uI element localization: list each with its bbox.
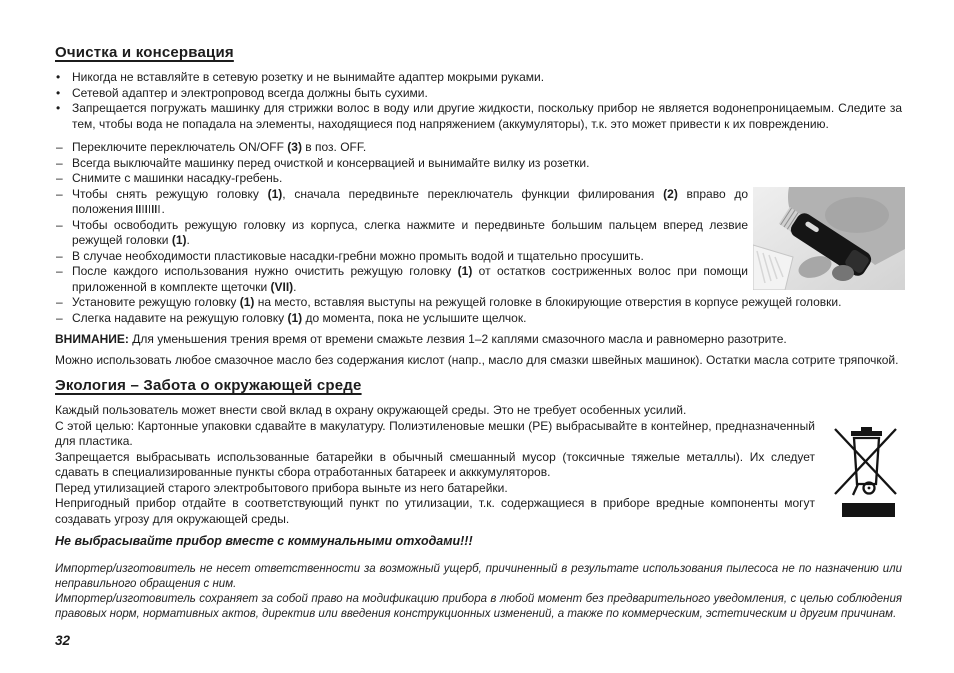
list-item: • Сетевой адаптер и электропровод всегда должны быть сухими. xyxy=(56,85,428,100)
list-item: • Запрещается погружать машинку для стрижки волос в воду или другие жидкости, поскольку прибор не является водонепроницаемым. Следите за тем, чтобы вода не попадала на элементы, находящиеся под напряжением (аккумуляторы), т.к. это может привести к их повреждению. xyxy=(56,101,902,131)
cleaning-section-title: Очистка и консервация xyxy=(55,44,234,61)
paragraph: Каждый пользователь может внести свой вклад в охрану окружающей среды. Это не требует особенных усилий. xyxy=(55,403,687,417)
paragraph: С этой целью: Картонные упаковки сдавайте в макулатуру. Полиэтиленовые мешки (PE) выбрасывайте в контейнер, предназначенный для пластика. xyxy=(55,418,815,448)
page-content xyxy=(55,44,902,622)
attention-text: Для уменьшения трения время от времени смажьте лезвия 1–2 каплями смазочного масла и равномерно разотрите. xyxy=(132,332,787,346)
disposal-warning: Не выбрасывайте прибор вместе с коммунальными отходами!!! xyxy=(55,534,473,548)
list-item: – Слегка надавите на режущую головку (1) до момента, пока не услышите щелчок. xyxy=(56,310,527,325)
list-item: • Никогда не вставляйте в сетевую розетку и не вынимайте адаптер мокрыми руками. xyxy=(56,70,545,84)
list-marker: – xyxy=(56,155,63,170)
list-marker: • xyxy=(56,101,61,115)
paragraph: Запрещается выбрасывать использованные батарейки в обычный смешанный мусор (токсичные тяжелые металлы). Их следует сдавать в специализированные пункты сбора отработанных батареек и акккумуляторов. xyxy=(55,449,815,479)
list-item: – Переключите переключатель ON/OFF (3) в поз. OFF. xyxy=(56,140,367,154)
list-marker: – xyxy=(56,264,63,278)
list-item: – После каждого использования нужно очистить режущую головку (1) от остатков состриженных волос при помощи приложенной в комплекте щеточки (VII). xyxy=(56,264,748,294)
cleaning-bullet-list xyxy=(55,70,902,132)
paragraph: Непригодный прибор отдайте в соответствующий пункт по утилизации, т.к. содержащиеся в приборе вредные компоненты могут создавать угрозу для окружающей среды. xyxy=(55,496,815,526)
list-marker: – xyxy=(56,186,63,201)
cleaning-steps-list-full xyxy=(55,295,902,326)
list-item: – Снимите с машинки насадку-гребень. xyxy=(56,171,283,185)
clipper-photo xyxy=(753,187,905,290)
list-marker: – xyxy=(56,171,63,185)
list-item: – Чтобы снять режущую головку (1), сначала передвиньте переключатель функции филирования (2) вправо до положения . xyxy=(56,186,749,216)
weee-icon xyxy=(833,425,899,523)
list-marker: – xyxy=(56,295,63,309)
page-number: 32 xyxy=(55,633,71,648)
list-marker: • xyxy=(56,70,61,84)
list-item: – В случае необходимости пластиковые насадки-гребни можно промыть водой и тщательно просушить. xyxy=(56,248,644,263)
attention-label: ВНИМАНИЕ: xyxy=(55,332,129,346)
list-item: – Всегда выключайте машинку перед очисткой и консервацией и вынимайте вилку из розетки. xyxy=(56,155,590,170)
list-marker: – xyxy=(56,310,63,325)
cleaning-steps-list xyxy=(55,140,748,295)
ecology-section-title: Экология – Забота о окружающей среде xyxy=(55,377,362,394)
list-marker: • xyxy=(56,85,61,100)
paragraph: Перед утилизацией старого электробытового прибора выньте из него батарейки. xyxy=(55,480,508,495)
list-item: – Установите режущую головку (1) на место, вставляя выступы на режущей головке в блокирующие отверстия в корпусе режущей головки. xyxy=(56,295,842,309)
weee-black-bar xyxy=(842,503,895,517)
list-marker: – xyxy=(56,140,63,154)
thinning-position-icon xyxy=(136,205,161,213)
list-item: – Чтобы освободить режущую головку из корпуса, слегка нажмите и передвиньте большим пальцем вперед лезвие режущей головки (1). xyxy=(56,217,748,247)
paragraph: Импортер/изготовитель сохраняет за собой право на модификацию прибора в любой момент без предварительного уведомления, с целью соблюдения правовых норм, нормативных актов, директив или введения конструкционных изменений, а также по коммерческим, эстетическим и другим причинам. xyxy=(55,592,902,621)
list-marker: – xyxy=(56,217,63,232)
list-marker: – xyxy=(56,248,63,263)
oil-note: Можно использовать любое смазочное масло без содержания кислот (напр., масло для смазки швейных машинок). Остатки масла сотрите тряпочкой. xyxy=(55,352,899,367)
importer-disclaimer xyxy=(55,562,902,623)
paragraph: Импортер/изготовитель не несет ответственности за возможный ущерб, причиненный в результате использования пылесоса не по назначению или неправильного обращения с ним. xyxy=(55,562,902,590)
ecology-paragraphs xyxy=(55,403,815,527)
attention-note xyxy=(55,332,902,348)
